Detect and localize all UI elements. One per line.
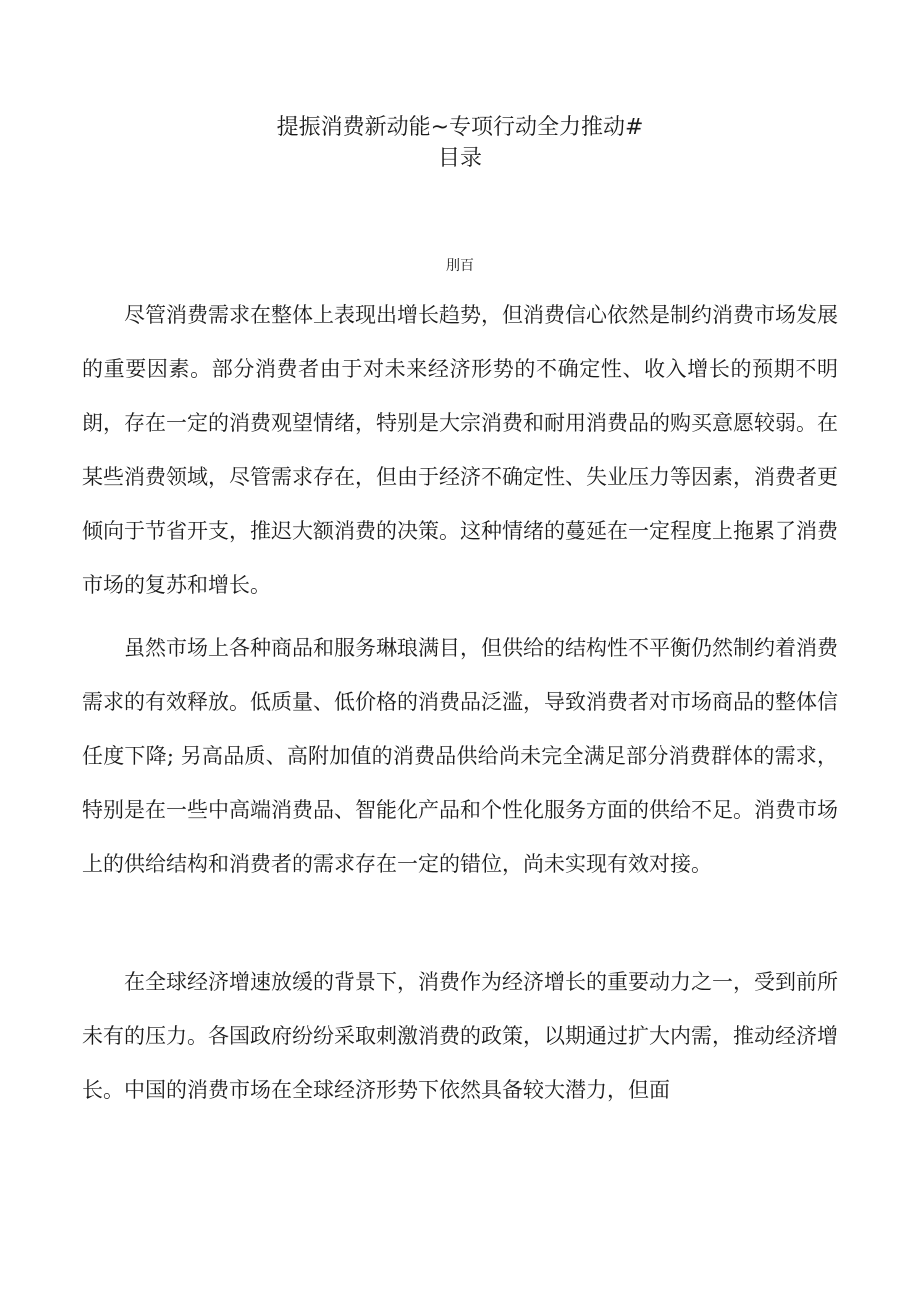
body-paragraph-1: 尽管消费需求在整体上表现出增长趋势，但消费信心依然是制约消费市场发展的重要因素。部分消费者由于对未来经济形势的不确定性、收入增长的预期不明朗，存在一定的消费观望情绪，特别是大宗消费和耐用消费品的购买意愿较弱。在某些消费领域，尽管需求存在，但由于经济不确定性、失业压力等因素，消费者更倾向于节省开支，推迟大额消费的决策。这种情绪的蔓延在一定程度上拖累了消费市场的复苏和增长。 <box>82 303 838 597</box>
toc-title: 目录 <box>437 146 482 171</box>
document-title: 提振消费新动能~专项行动全力推动# <box>276 115 644 140</box>
body-paragraph-3: 在全球经济增速放缓的背景下，消费作为经济增长的重要动力之一，受到前所未有的压力。各国政府纷纷采取刺激消费的政策，以期通过扩大内需，推动经济增长。中国的消费市场在全球经济形势下依然具备较大潜力，但面 <box>82 970 838 1102</box>
body-paragraph-2: 虽然市场上各种商品和服务琳琅满目，但供给的结构性不平衡仍然制约着消费需求的有效释放。低质量、低价格的消费品泛滥，导致消费者对市场商品的整体信任度下降; 另高品质、高附加值的消费品供给尚未完全满足部分消费群体的需求，特别是在一些中高端消费品、智能化产品和个性化服务方面的供给不足。消费市场上的供给结构和消费者的需求存在一定的错位，尚未实现有效对接。 <box>82 636 838 876</box>
section-heading: 刖百 <box>446 258 474 274</box>
